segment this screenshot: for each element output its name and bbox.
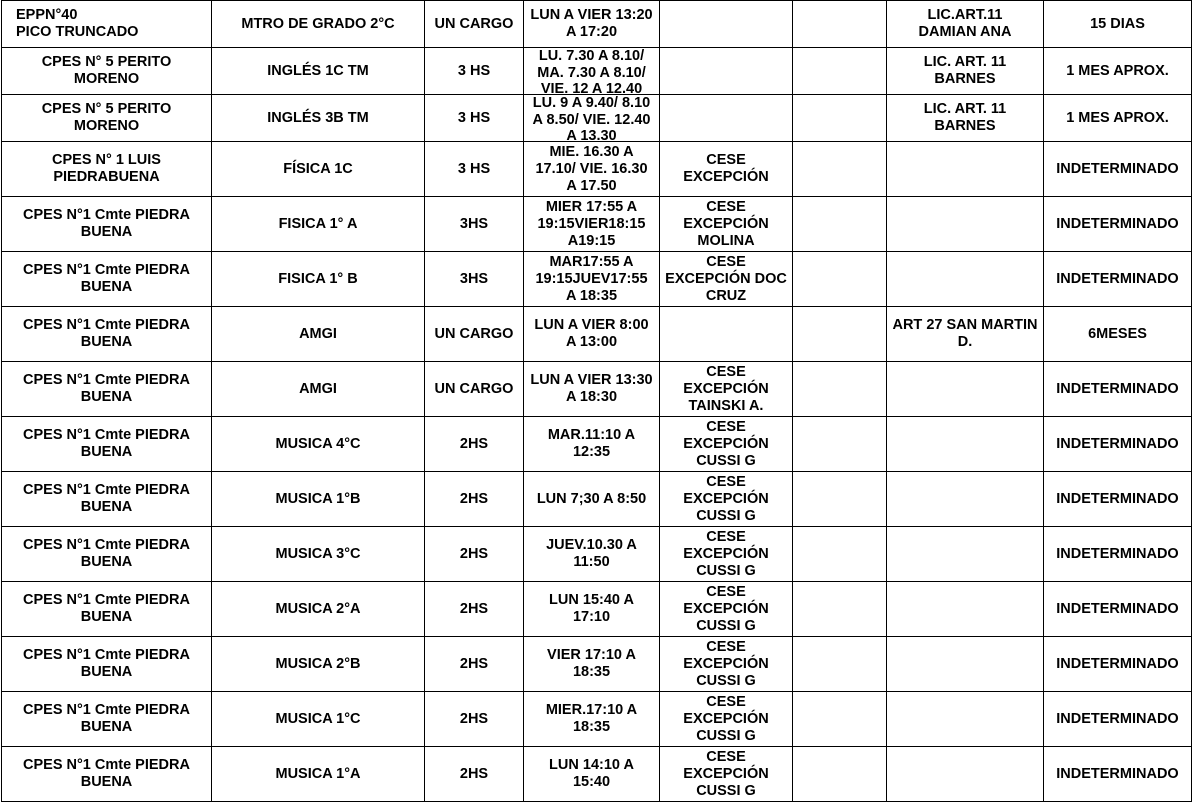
license-cell: ART 27 SAN MARTIN D. [887,307,1044,362]
subject-cell: FISICA 1° A [212,197,425,252]
institution-cell: CPES N°1 Cmte PIEDRA BUENA [2,307,212,362]
institution-cell: CPES N°1 Cmte PIEDRA BUENA [2,252,212,307]
duration-cell: 6MESES [1044,307,1192,362]
subject-cell: INGLÉS 1C TM [212,48,425,95]
subject-cell: MUSICA 3°C [212,527,425,582]
empty-cell [793,252,887,307]
table-row [2,417,1192,472]
license-cell: LIC. ART. 11 BARNES [887,95,1044,142]
subject-cell: MUSICA 1°C [212,692,425,747]
table-row [2,48,1192,95]
empty-cell [793,692,887,747]
subject-cell: MUSICA 2°A [212,582,425,637]
hours-cell: 3 HS [425,142,524,197]
table-row [2,362,1192,417]
schedule-cell: MIE. 16.30 A 17.10/ VIE. 16.30 A 17.50 [524,142,660,197]
duration-cell: INDETERMINADO [1044,197,1192,252]
duration-cell: 1 MES APROX. [1044,95,1192,142]
hours-cell: 2HS [425,417,524,472]
duration-cell: INDETERMINADO [1044,252,1192,307]
table-row [2,472,1192,527]
institution-cell: CPES N° 5 PERITO MORENO [2,95,212,142]
duration-cell: INDETERMINADO [1044,362,1192,417]
hours-cell: 2HS [425,472,524,527]
license-cell: LIC. ART. 11 BARNES [887,48,1044,95]
duration-cell: 15 DIAS [1044,1,1192,48]
empty-cell [793,1,887,48]
hours-cell: 2HS [425,692,524,747]
duration-cell: INDETERMINADO [1044,637,1192,692]
table-row [2,582,1192,637]
license-cell [887,197,1044,252]
table-row [2,637,1192,692]
schedule-cell: MAR17:55 A 19:15JUEV17:55 A 18:35 [524,252,660,307]
license-cell [887,417,1044,472]
schedule-text: LU. 7.30 A 8.10/ MA. 7.30 A 8.10/ VIE. 12 A 12.40 [537,48,646,94]
cese-cell [660,95,793,142]
table-row [2,692,1192,747]
schedule-cell: LUN 7;30 A 8:50 [524,472,660,527]
license-cell [887,142,1044,197]
subject-cell: FISICA 1° B [212,252,425,307]
table-row [2,252,1192,307]
hours-cell: UN CARGO [425,1,524,48]
table-row [2,197,1192,252]
institution-cell: CPES N°1 Cmte PIEDRA BUENA [2,527,212,582]
schedule-cell: LUN 14:10 A 15:40 [524,747,660,802]
table-row [2,747,1192,802]
cese-cell: CESE EXCEPCIÓN CUSSI G [660,417,793,472]
empty-cell [793,48,887,95]
license-cell [887,252,1044,307]
schedule-cell: LUN A VIER 13:20 A 17:20 [524,1,660,48]
cese-cell: CESE EXCEPCIÓN CUSSI G [660,472,793,527]
table-row [2,95,1192,142]
hours-cell: 2HS [425,527,524,582]
license-cell [887,637,1044,692]
table-row [2,1,1192,48]
duration-cell: INDETERMINADO [1044,142,1192,197]
schedule-cell [524,48,660,95]
license-cell [887,362,1044,417]
hours-cell: 2HS [425,747,524,802]
schedule-cell: LUN A VIER 8:00 A 13:00 [524,307,660,362]
cese-cell: CESE EXCEPCIÓN CUSSI G [660,527,793,582]
hours-cell: 3 HS [425,95,524,142]
subject-cell: AMGI [212,307,425,362]
empty-cell [793,95,887,142]
table-body [2,1,1192,802]
institution-cell: CPES N°1 Cmte PIEDRA BUENA [2,582,212,637]
cese-cell: CESE EXCEPCIÓN DOC CRUZ [660,252,793,307]
cese-cell: CESE EXCEPCIÓN MOLINA [660,197,793,252]
empty-cell [793,527,887,582]
duration-cell: INDETERMINADO [1044,472,1192,527]
cese-cell: CESE EXCEPCIÓN CUSSI G [660,747,793,802]
empty-cell [793,472,887,527]
empty-cell [793,307,887,362]
empty-cell [793,197,887,252]
cese-cell [660,48,793,95]
cese-cell [660,1,793,48]
hours-cell: 3HS [425,197,524,252]
cese-cell: CESE EXCEPCIÓN TAINSKI A. [660,362,793,417]
empty-cell [793,417,887,472]
subject-cell: MUSICA 1°A [212,747,425,802]
institution-cell: CPES N° 1 LUIS PIEDRABUENA [2,142,212,197]
subject-cell: MUSICA 4°C [212,417,425,472]
institution-cell: CPES N°1 Cmte PIEDRA BUENA [2,692,212,747]
empty-cell [793,582,887,637]
schedule-cell [524,95,660,142]
subject-cell: MTRO DE GRADO 2°C [212,1,425,48]
institution-cell: CPES N°1 Cmte PIEDRA BUENA [2,417,212,472]
schedule-cell: VIER 17:10 A 18:35 [524,637,660,692]
duration-cell: 1 MES APROX. [1044,48,1192,95]
vacancy-table [1,0,1192,802]
institution-cell: CPES N°1 Cmte PIEDRA BUENA [2,747,212,802]
subject-cell: AMGI [212,362,425,417]
license-cell: LIC.ART.11 DAMIAN ANA [887,1,1044,48]
hours-cell: 2HS [425,637,524,692]
schedule-cell: MAR.11:10 A 12:35 [524,417,660,472]
schedule-text: LU. 9 A 9.40/ 8.10 A 8.50/ VIE. 12.40 A 13.30 [532,95,651,141]
subject-cell: MUSICA 1°B [212,472,425,527]
hours-cell: UN CARGO [425,362,524,417]
schedule-cell: LUN A VIER 13:30 A 18:30 [524,362,660,417]
hours-cell: UN CARGO [425,307,524,362]
institution-cell: CPES N°1 Cmte PIEDRA BUENA [2,472,212,527]
cese-cell: CESE EXCEPCIÓN CUSSI G [660,582,793,637]
duration-cell: INDETERMINADO [1044,527,1192,582]
institution-cell: CPES N°1 Cmte PIEDRA BUENA [2,197,212,252]
license-cell [887,747,1044,802]
license-cell [887,472,1044,527]
schedule-cell: MIER.17:10 A 18:35 [524,692,660,747]
institution-cell: CPES N°1 Cmte PIEDRA BUENA [2,637,212,692]
duration-cell: INDETERMINADO [1044,747,1192,802]
hours-cell: 2HS [425,582,524,637]
cese-cell: CESE EXCEPCIÓN CUSSI G [660,637,793,692]
schedule-cell: JUEV.10.30 A 11:50 [524,527,660,582]
empty-cell [793,362,887,417]
empty-cell [793,747,887,802]
institution-cell: EPPN°40 PICO TRUNCADO [2,1,212,48]
schedule-cell: LUN 15:40 A 17:10 [524,582,660,637]
duration-cell: INDETERMINADO [1044,417,1192,472]
table-row [2,142,1192,197]
subject-cell: MUSICA 2°B [212,637,425,692]
empty-cell [793,637,887,692]
empty-cell [793,142,887,197]
table-row [2,307,1192,362]
table-row [2,527,1192,582]
schedule-cell: MIER 17:55 A 19:15VIER18:15 A19:15 [524,197,660,252]
institution-cell: CPES N° 5 PERITO MORENO [2,48,212,95]
license-cell [887,582,1044,637]
duration-cell: INDETERMINADO [1044,692,1192,747]
duration-cell: INDETERMINADO [1044,582,1192,637]
subject-cell: FÍSICA 1C [212,142,425,197]
cese-cell: CESE EXCEPCIÓN CUSSI G [660,692,793,747]
license-cell [887,527,1044,582]
license-cell [887,692,1044,747]
subject-cell: INGLÉS 3B TM [212,95,425,142]
hours-cell: 3HS [425,252,524,307]
cese-cell [660,307,793,362]
hours-cell: 3 HS [425,48,524,95]
cese-cell: CESE EXCEPCIÓN [660,142,793,197]
institution-cell: CPES N°1 Cmte PIEDRA BUENA [2,362,212,417]
